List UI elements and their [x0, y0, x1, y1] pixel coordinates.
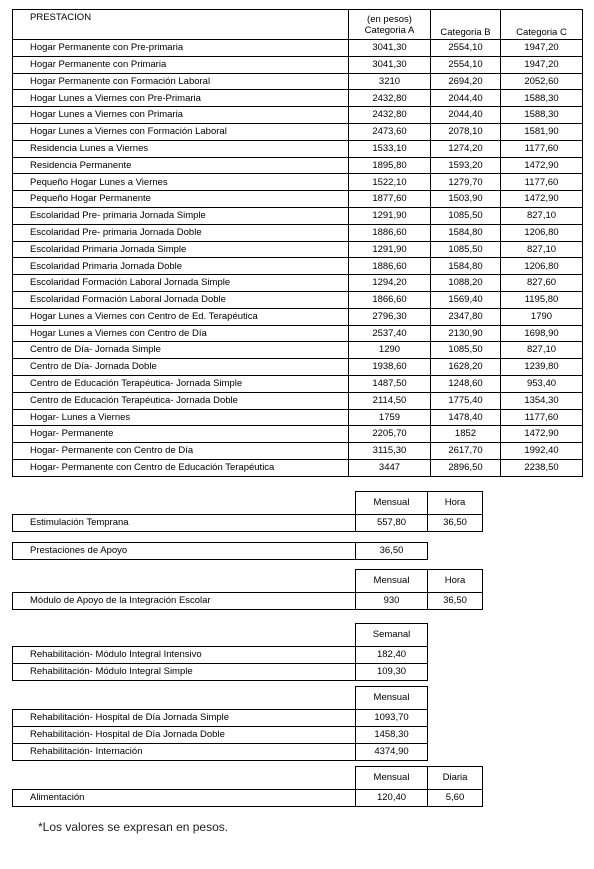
row-label: Alimentación — [13, 790, 356, 807]
value-categoria-a: 3210 — [349, 73, 431, 90]
value-categoria-b: 1584,80 — [431, 224, 501, 241]
col-mensual: Mensual — [356, 492, 428, 515]
row-label: Rehabilitación- Hospital de Día Jornada Doble — [13, 726, 356, 743]
value-categoria-b: 1085,50 — [431, 241, 501, 258]
blank-cell — [13, 624, 356, 647]
table-row — [13, 291, 583, 308]
value-categoria-b: 1503,90 — [431, 191, 501, 208]
value-categoria-c: 1588,30 — [501, 107, 583, 124]
table-row — [13, 241, 583, 258]
row-label: Escolaridad Formación Laboral Jornada Doble — [13, 291, 349, 308]
value-categoria-b: 1852 — [431, 426, 501, 443]
value-categoria-b: 2694,20 — [431, 73, 501, 90]
row-label: Hogar Lunes a Viernes con Primaria — [13, 107, 349, 124]
table-row — [13, 140, 583, 157]
value-mensual: 557,80 — [356, 515, 428, 532]
table-row — [13, 56, 583, 73]
row-label: Rehabilitación- Módulo Integral Intensivo — [13, 646, 356, 663]
value-categoria-b: 1088,20 — [431, 275, 501, 292]
col-mensual: Mensual — [356, 687, 428, 710]
value-categoria-c: 827,10 — [501, 342, 583, 359]
rehab-mensual-table — [12, 686, 428, 761]
value: 36,50 — [356, 543, 428, 560]
row-label: Módulo de Apoyo de la Integración Escolar — [13, 593, 356, 610]
table-row — [13, 308, 583, 325]
row-label: Rehabilitación- Módulo Integral Simple — [13, 663, 356, 680]
value-categoria-c: 1472,90 — [501, 191, 583, 208]
row-label: Escolaridad Pre- primaria Jornada Simple — [13, 207, 349, 224]
value-categoria-c: 1790 — [501, 308, 583, 325]
table-row — [13, 663, 428, 680]
table-row — [13, 40, 583, 57]
table-row — [13, 207, 583, 224]
rehab-mensual-body — [13, 709, 428, 760]
table-row — [13, 375, 583, 392]
table-row — [13, 359, 583, 376]
value-categoria-a: 1895,80 — [349, 157, 431, 174]
value-categoria-a: 1294,20 — [349, 275, 431, 292]
value-categoria-c: 1177,60 — [501, 174, 583, 191]
value-categoria-a: 2537,40 — [349, 325, 431, 342]
row-label: Hogar- Permanente — [13, 426, 349, 443]
footnote: *Los valores se expresan en pesos. — [38, 820, 229, 834]
row-label: Hogar Permanente con Primaria — [13, 56, 349, 73]
value-categoria-c: 1177,60 — [501, 140, 583, 157]
alimentacion-header-row — [13, 767, 483, 790]
blank-cell — [13, 570, 356, 593]
table-row — [13, 107, 583, 124]
row-label: Pequeño Hogar Permanente — [13, 191, 349, 208]
table-row — [13, 342, 583, 359]
value-hora: 36,50 — [428, 593, 483, 610]
row-label: Rehabilitación- Hospital de Día Jornada Simple — [13, 709, 356, 726]
value-categoria-a: 2432,80 — [349, 107, 431, 124]
table-row — [13, 90, 583, 107]
main-prestaciones-table — [12, 9, 583, 477]
row-label: Hogar Permanente con Formación Laboral — [13, 73, 349, 90]
value-categoria-c: 1698,90 — [501, 325, 583, 342]
row-label: Prestaciones de Apoyo — [13, 543, 356, 560]
value-categoria-a: 1886,60 — [349, 224, 431, 241]
alimentacion-table — [12, 766, 483, 807]
row-label: Hogar- Permanente con Centro de Día — [13, 443, 349, 460]
value-categoria-a: 2432,80 — [349, 90, 431, 107]
table-row — [13, 275, 583, 292]
value-categoria-b: 1775,40 — [431, 392, 501, 409]
table-row — [13, 426, 583, 443]
row-label: Escolaridad Pre- primaria Jornada Doble — [13, 224, 349, 241]
table-row — [13, 409, 583, 426]
col-semanal: Semanal — [356, 624, 428, 647]
value-categoria-c: 1206,80 — [501, 258, 583, 275]
table-row — [13, 123, 583, 140]
value-categoria-b: 2617,70 — [431, 443, 501, 460]
value-categoria-b: 1085,50 — [431, 342, 501, 359]
table-row — [13, 73, 583, 90]
header-categoria-a-label: Categoria A — [364, 25, 415, 37]
header-prestacion: PRESTACION — [13, 10, 349, 40]
row-label: Rehabilitación- Internación — [13, 743, 356, 760]
value-categoria-a: 1290 — [349, 342, 431, 359]
row-label: Estimulación Temprana — [13, 515, 356, 532]
estimulacion-header-row — [13, 492, 483, 515]
row-label: Hogar- Lunes a Viernes — [13, 409, 349, 426]
col-hora: Hora — [428, 492, 483, 515]
value-categoria-a: 1866,60 — [349, 291, 431, 308]
row-label: Hogar- Permanente con Centro de Educación Terapéutica — [13, 459, 349, 476]
row-label: Residencia Lunes a Viernes — [13, 140, 349, 157]
value-categoria-a: 3447 — [349, 459, 431, 476]
row-label: Hogar Lunes a Viernes con Centro de Ed. Terapéutica — [13, 308, 349, 325]
value-categoria-a: 1877,60 — [349, 191, 431, 208]
value-categoria-b: 2044,40 — [431, 107, 501, 124]
apoyo-table — [12, 542, 428, 560]
row-label: Escolaridad Primaria Jornada Doble — [13, 258, 349, 275]
table-row — [13, 743, 428, 760]
row-label: Centro de Día- Jornada Doble — [13, 359, 349, 376]
table-row — [13, 709, 428, 726]
value-categoria-c: 1354,30 — [501, 392, 583, 409]
value-categoria-c: 1239,80 — [501, 359, 583, 376]
value-categoria-a: 2114,50 — [349, 392, 431, 409]
value-categoria-c: 1472,90 — [501, 157, 583, 174]
modulo-table — [12, 569, 483, 610]
table-row — [13, 515, 483, 532]
value-categoria-a: 3041,30 — [349, 56, 431, 73]
table-row — [13, 392, 583, 409]
rehab-semanal-header-row — [13, 624, 428, 647]
header-categoria-c: Categoria C — [501, 10, 583, 40]
table-row — [13, 790, 483, 807]
row-label: Hogar Lunes a Viernes con Centro de Día — [13, 325, 349, 342]
value-categoria-a: 2205,70 — [349, 426, 431, 443]
rehab-mensual-header-row — [13, 687, 428, 710]
value-categoria-a: 1938,60 — [349, 359, 431, 376]
value-categoria-c: 1588,30 — [501, 90, 583, 107]
value-categoria-b: 2078,10 — [431, 123, 501, 140]
value: 109,30 — [356, 663, 428, 680]
value-categoria-b: 1569,40 — [431, 291, 501, 308]
rehab-semanal-body — [13, 646, 428, 680]
value-categoria-a: 1291,90 — [349, 207, 431, 224]
value-mensual: 930 — [356, 593, 428, 610]
row-label: Centro de Día- Jornada Simple — [13, 342, 349, 359]
value-categoria-a: 1533,10 — [349, 140, 431, 157]
value-categoria-c: 1177,60 — [501, 409, 583, 426]
blank-cell — [13, 687, 356, 710]
table-row — [13, 726, 428, 743]
value-hora: 36,50 — [428, 515, 483, 532]
row-label: Centro de Educación Terapéutica- Jornada Doble — [13, 392, 349, 409]
row-label: Pequeño Hogar Lunes a Viernes — [13, 174, 349, 191]
value: 1093,70 — [356, 709, 428, 726]
value-categoria-b: 1274,20 — [431, 140, 501, 157]
value-categoria-b: 2554,10 — [431, 40, 501, 57]
value-categoria-c: 1947,20 — [501, 56, 583, 73]
value-categoria-a: 2473,60 — [349, 123, 431, 140]
table-row — [13, 174, 583, 191]
value-categoria-a: 1291,90 — [349, 241, 431, 258]
col-diaria: Diaria — [428, 767, 483, 790]
value-categoria-a: 2796,30 — [349, 308, 431, 325]
table-row — [13, 325, 583, 342]
value-categoria-b: 1628,20 — [431, 359, 501, 376]
rehab-semanal-table — [12, 623, 428, 681]
modulo-header-row — [13, 570, 483, 593]
value: 4374,90 — [356, 743, 428, 760]
value-diaria: 5,60 — [428, 790, 483, 807]
value-categoria-b: 2347,80 — [431, 308, 501, 325]
value-categoria-c: 827,60 — [501, 275, 583, 292]
value-categoria-c: 2052,60 — [501, 73, 583, 90]
value-categoria-c: 827,10 — [501, 241, 583, 258]
value-categoria-b: 1478,40 — [431, 409, 501, 426]
row-label: Hogar Permanente con Pre-primaria — [13, 40, 349, 57]
table-row — [13, 157, 583, 174]
table-row — [13, 191, 583, 208]
col-mensual: Mensual — [356, 570, 428, 593]
value-categoria-c: 953,40 — [501, 375, 583, 392]
row-label: Residencia Permanente — [13, 157, 349, 174]
table-row — [13, 593, 483, 610]
value: 1458,30 — [356, 726, 428, 743]
value-mensual: 120,40 — [356, 790, 428, 807]
value-categoria-b: 2896,50 — [431, 459, 501, 476]
value-categoria-b: 1085,50 — [431, 207, 501, 224]
header-categoria-b: Categoria B — [431, 10, 501, 40]
value-categoria-c: 1947,20 — [501, 40, 583, 57]
row-label: Centro de Educación Terapéutica- Jornada Simple — [13, 375, 349, 392]
value-categoria-c: 1472,90 — [501, 426, 583, 443]
value-categoria-a: 1487,50 — [349, 375, 431, 392]
value-categoria-a: 3041,30 — [349, 40, 431, 57]
value-categoria-a: 1522,10 — [349, 174, 431, 191]
row-label: Hogar Lunes a Viernes con Pre-Primaria — [13, 90, 349, 107]
main-table-body — [13, 40, 583, 477]
header-categoria-a — [349, 10, 431, 40]
row-label: Escolaridad Formación Laboral Jornada Simple — [13, 275, 349, 292]
value-categoria-c: 1206,80 — [501, 224, 583, 241]
row-label: Hogar Lunes a Viernes con Formación Laboral — [13, 123, 349, 140]
table-row — [13, 443, 583, 460]
table-row — [13, 224, 583, 241]
blank-cell — [13, 767, 356, 790]
value-categoria-c: 1992,40 — [501, 443, 583, 460]
row-label: Escolaridad Primaria Jornada Simple — [13, 241, 349, 258]
table-row — [13, 258, 583, 275]
blank-cell — [13, 492, 356, 515]
table-row — [13, 646, 428, 663]
value-categoria-c: 1581,90 — [501, 123, 583, 140]
table-row — [13, 543, 428, 560]
value-categoria-b: 1593,20 — [431, 157, 501, 174]
value: 182,40 — [356, 646, 428, 663]
table-row — [13, 459, 583, 476]
value-categoria-a: 1886,60 — [349, 258, 431, 275]
main-header-row — [13, 10, 583, 40]
estimulacion-table — [12, 491, 483, 532]
value-categoria-b: 1584,80 — [431, 258, 501, 275]
value-categoria-c: 827,10 — [501, 207, 583, 224]
value-categoria-b: 2044,40 — [431, 90, 501, 107]
col-hora: Hora — [428, 570, 483, 593]
value-categoria-c: 2238,50 — [501, 459, 583, 476]
value-categoria-b: 1279,70 — [431, 174, 501, 191]
value-categoria-b: 2554,10 — [431, 56, 501, 73]
value-categoria-b: 1248,60 — [431, 375, 501, 392]
col-mensual: Mensual — [356, 767, 428, 790]
value-categoria-a: 3115,30 — [349, 443, 431, 460]
value-categoria-b: 2130,90 — [431, 325, 501, 342]
value-categoria-c: 1195,80 — [501, 291, 583, 308]
value-categoria-a: 1759 — [349, 409, 431, 426]
header-unit-note: (en pesos) — [367, 14, 412, 26]
